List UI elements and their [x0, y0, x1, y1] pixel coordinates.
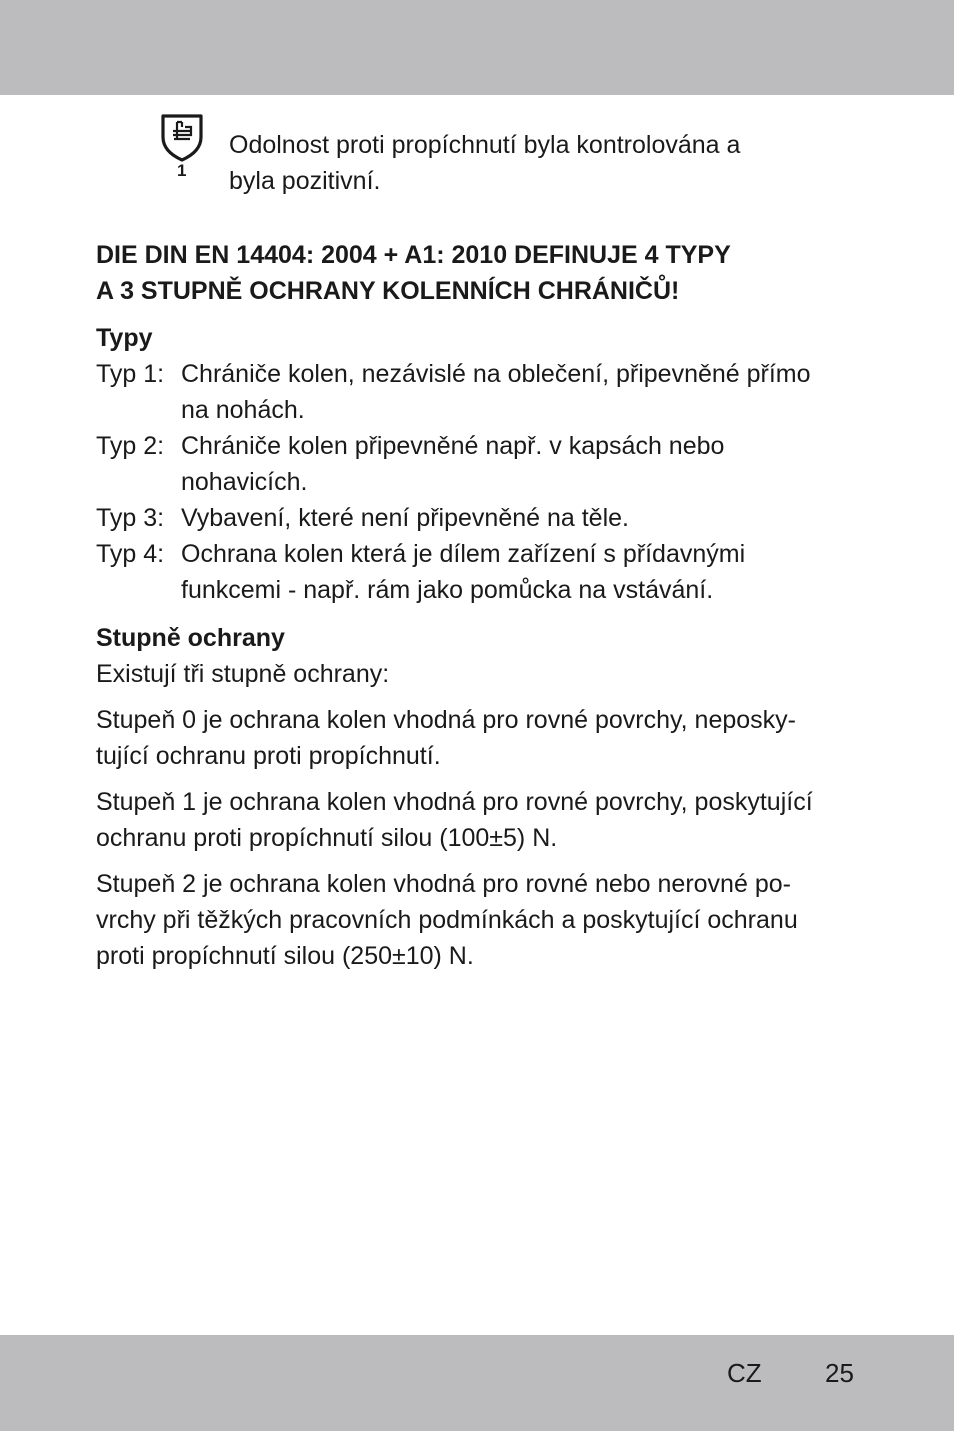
shield-icon: [160, 113, 204, 163]
type-line: Ochrana kolen která je dílem zařízení s přídavnými: [181, 540, 746, 568]
type-label: Typ 4:: [96, 540, 165, 568]
types-title: Typy: [96, 324, 153, 352]
grade-1-paragraph: [96, 784, 886, 856]
grade-line: Stupeň 0 je ochrana kolen vhodná pro rovné povrchy, neposky-: [96, 706, 796, 734]
grade-0-paragraph: [96, 702, 886, 774]
type-label: Typ 2:: [96, 432, 165, 460]
protection-level-label: 1: [177, 161, 187, 180]
footer-bar: [0, 1335, 954, 1431]
grade-2-paragraph: [96, 866, 886, 974]
type-description: [181, 536, 886, 608]
grades-intro: Existují tři stupně ochrany:: [96, 660, 390, 688]
type-line: Vybavení, které není připevněné na těle.: [181, 504, 629, 532]
grade-line: ochranu proti propíchnutí silou (100±5) N.: [96, 824, 558, 852]
type-description: [181, 428, 886, 500]
footer-language: CZ: [727, 1358, 762, 1388]
type-item: [96, 428, 886, 500]
type-line: funkcemi - např. rám jako pomůcka na vstávání.: [181, 576, 714, 604]
header-bar: [0, 0, 954, 95]
type-item: [96, 356, 886, 428]
type-item: [96, 536, 886, 608]
grade-line: Stupeň 2 je ochrana kolen vhodná pro rovné nebo nerovné po-: [96, 870, 791, 898]
glove-protection-shield-icon: [160, 113, 208, 183]
heading-line: DIE DIN EN 14404: 2004 + A1: 2010 DEFINUJE 4 TYPY: [96, 241, 731, 269]
type-label: Typ 1:: [96, 360, 165, 388]
type-label: Typ 3:: [96, 504, 165, 532]
page-number: 25: [825, 1358, 854, 1388]
type-line: nohavicích.: [181, 468, 308, 496]
types-section: [96, 320, 886, 608]
grades-title: Stupně ochrany: [96, 624, 285, 652]
intro-line: Odolnost proti propíchnutí byla kontrolována a: [229, 131, 741, 159]
grade-line: tující ochranu proti propíchnutí.: [96, 742, 441, 770]
section-heading: [96, 237, 886, 309]
grade-line: proti propíchnutí silou (250±10) N.: [96, 942, 474, 970]
type-description: [181, 356, 886, 428]
intro-line: byla pozitivní.: [229, 167, 381, 195]
heading-line: A 3 STUPNĚ OCHRANY KOLENNÍCH CHRÁNIČŮ!: [96, 277, 680, 305]
grades-section: [96, 620, 886, 974]
grade-line: vrchy při těžkých pracovních podmínkách a poskytující ochranu: [96, 906, 798, 934]
type-line: na nohách.: [181, 396, 305, 424]
type-line: Chrániče kolen, nezávislé na oblečení, připevněné přímo: [181, 360, 811, 388]
intro-paragraph: [229, 127, 829, 199]
type-line: Chrániče kolen připevněné např. v kapsách nebo: [181, 432, 725, 460]
grade-line: Stupeň 1 je ochrana kolen vhodná pro rovné povrchy, poskytující: [96, 788, 813, 816]
type-item: [96, 500, 886, 536]
type-description: [181, 500, 886, 536]
